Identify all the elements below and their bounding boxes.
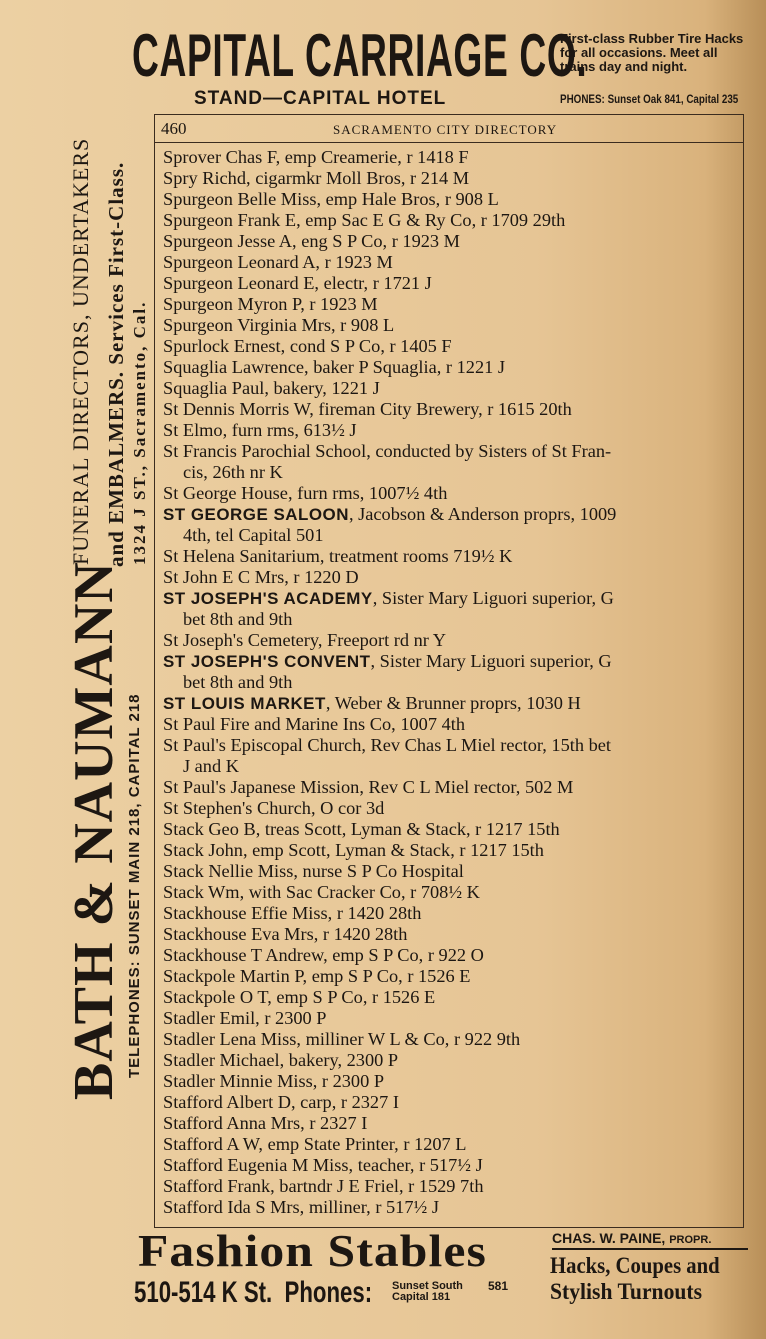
directory-entry: [163, 483, 739, 504]
directory-entry: [163, 315, 739, 336]
entry-first-line: [163, 987, 435, 1007]
hacks-coupes-line: Hacks, Coupes and: [550, 1253, 720, 1278]
entry-name: Stadler Minnie Miss: [163, 1071, 313, 1091]
entry-name: St Paul Fire and Marine Ins Co: [163, 714, 392, 734]
phone-line-sunset: Sunset South: [392, 1280, 463, 1292]
entry-first-line: [163, 399, 572, 419]
entry-details: , fireman City Brewery, r 1615 20th: [309, 399, 572, 419]
entry-continuation: cis, 26th nr K: [182, 462, 283, 482]
directory-entry: [163, 504, 739, 546]
entry-first-line: [163, 1197, 439, 1217]
entry-name: St Helena Sanitarium: [163, 546, 320, 566]
directory-entry: [163, 966, 739, 987]
phone-numbers: [392, 1281, 463, 1303]
entry-details: , cond S P Co, r 1405 F: [280, 336, 452, 356]
entry-name: Stackhouse T Andrew: [163, 945, 324, 965]
entry-first-line: [163, 210, 565, 230]
entry-name: Stack Wm: [163, 882, 240, 902]
entry-first-line: [163, 1092, 399, 1112]
entry-name: Stafford Anna Mrs: [163, 1113, 301, 1133]
entry-first-line: [163, 336, 452, 356]
entry-continuation: bet 8th and 9th: [182, 609, 293, 629]
entry-first-line: [163, 903, 421, 923]
entry-first-line: [163, 315, 394, 335]
entry-name: Stack Nellie Miss: [163, 861, 294, 881]
entry-name: Stackhouse Eva Mrs: [163, 924, 314, 944]
entry-details: , r 1420 28th: [327, 903, 422, 923]
directory-entry: [163, 1134, 739, 1155]
entry-details: , furn rms, 613½ J: [222, 420, 357, 440]
directory-entry: [163, 441, 739, 483]
entry-details: , O cor 3d: [310, 798, 385, 818]
directory-entry: [163, 294, 739, 315]
entry-name: Squaglia Paul: [163, 378, 265, 398]
entry-name: Squaglia Lawrence: [163, 357, 305, 377]
proprietor-line: [552, 1230, 748, 1250]
entry-name: Spurgeon Jesse A: [163, 231, 293, 251]
directory-entry: [163, 714, 739, 735]
directory-entry: [163, 1092, 739, 1113]
directory-entry: [163, 1008, 739, 1029]
entry-first-line: [163, 693, 581, 713]
entry-name: Stafford Ida S Mrs: [163, 1197, 300, 1217]
entry-details: , milliner, r 517½ J: [299, 1197, 439, 1217]
entry-list: [163, 147, 741, 1218]
entry-first-line: [163, 357, 505, 377]
entry-first-line: [163, 420, 357, 440]
entry-details: , emp Hale Bros, r 908 L: [316, 189, 499, 209]
entry-first-line: [163, 378, 380, 398]
entry-name: St George House: [163, 483, 288, 503]
directory-entry: [163, 1155, 739, 1176]
entry-name: Stadler Lena Miss: [163, 1029, 297, 1049]
entry-details: , carp, r 2327 I: [290, 1092, 399, 1112]
fashion-stables-address: [134, 1276, 372, 1310]
entry-first-line: [163, 777, 573, 797]
entry-name: Stafford Frank: [163, 1176, 271, 1196]
entry-name: St Paul's Japanese Mission: [163, 777, 360, 797]
entry-details: , bakery, 1221 J: [264, 378, 380, 398]
entry-name: Stackpole O T: [163, 987, 268, 1007]
entry-first-line: [163, 735, 611, 755]
directory-entry: [163, 987, 739, 1008]
entry-first-line: [163, 504, 616, 524]
entry-first-line: [163, 1008, 326, 1028]
entry-first-line: [163, 1113, 367, 1133]
directory-entry: [163, 1071, 739, 1092]
directory-entry: [163, 252, 739, 273]
phone-line-capital: Capital 181: [392, 1291, 451, 1303]
capital-carriage-title: CAPITAL CARRIAGE CO.: [132, 22, 588, 89]
entry-name: Stack John: [163, 840, 243, 860]
directory-entry: [163, 1176, 739, 1197]
directory-entry: [163, 693, 739, 714]
phones-label: Phones:: [284, 1276, 373, 1309]
page-number: 460: [161, 119, 187, 138]
directory-entry: [163, 546, 739, 567]
entry-details: , emp State Printer, r 1207 L: [258, 1134, 467, 1154]
entry-first-line: [163, 819, 560, 839]
entry-first-line: [163, 714, 465, 734]
entry-details: , emp Creamerie, r 1418 F: [275, 147, 469, 167]
directory-entry: [163, 945, 739, 966]
entry-name: St Dennis Morris W: [163, 399, 310, 419]
directory-entry: [163, 1113, 739, 1134]
directory-entry: [163, 861, 739, 882]
entry-details: , conducted by Sisters of St Fran-: [366, 441, 612, 461]
entry-first-line: [163, 630, 446, 650]
entry-name: Spurgeon Belle Miss: [163, 189, 317, 209]
fashion-stables-title: Fashion Stables: [138, 1225, 487, 1276]
entry-name: ST GEORGE SALOON: [163, 505, 349, 524]
entry-details: , r 1923 M: [315, 252, 393, 272]
entry-first-line: [163, 231, 460, 251]
entry-first-line: [163, 294, 378, 314]
entry-name: St Stephen's Church: [163, 798, 311, 818]
directory-entry: [163, 840, 739, 861]
directory-entry: [163, 1029, 739, 1050]
entry-name: St Francis Parochial School: [163, 441, 367, 461]
entry-details: , Jacobson & Anderson proprs, 1009: [348, 504, 617, 524]
directory-entry: [163, 273, 739, 294]
directory-entry: [163, 630, 739, 651]
directory-entry: [163, 567, 739, 588]
entry-first-line: [163, 1071, 384, 1091]
note-line: First-class Rubber Tire Hacks: [560, 31, 744, 46]
entry-first-line: [163, 1050, 398, 1070]
entry-details: , emp S P Co, r 1526 E: [302, 966, 471, 986]
entry-details: , Rev Chas L Miel rector, 15th bet: [361, 735, 611, 755]
entry-first-line: [163, 861, 464, 881]
directory-entry: [163, 189, 739, 210]
carriage-phones: PHONES: Sunset Oak 841, Capital 235: [560, 92, 739, 106]
entry-first-line: [163, 168, 469, 188]
entry-name: Spurlock Ernest: [163, 336, 281, 356]
entry-details: , baker P Squaglia, r 1221 J: [304, 357, 506, 377]
directory-header: [155, 115, 743, 143]
entry-name: ST JOSEPH'S ACADEMY: [163, 589, 373, 608]
entry-name: ST LOUIS MARKET: [163, 694, 326, 713]
entry-details: , electr, r 1721 J: [314, 273, 432, 293]
entry-name: Spurgeon Myron P: [163, 294, 301, 314]
directory-entry: [163, 168, 739, 189]
entry-details: , nurse S P Co Hospital: [293, 861, 464, 881]
note-line: trains day and night.: [560, 59, 688, 74]
entry-details: , emp S P Co, r 922 O: [323, 945, 484, 965]
entry-first-line: [163, 1176, 483, 1196]
entry-continuation: 4th, tel Capital 501: [182, 525, 324, 545]
directory-entry: [163, 903, 739, 924]
entry-first-line: [163, 966, 470, 986]
entry-continuation: bet 8th and 9th: [182, 672, 293, 692]
directory-entry: [163, 1197, 739, 1218]
entry-details: , furn rms, 1007½ 4th: [287, 483, 448, 503]
directory-entry: [163, 378, 739, 399]
entry-first-line: [163, 840, 544, 860]
entry-name: Stackhouse Effie Miss: [163, 903, 328, 923]
entry-first-line: [163, 588, 614, 608]
bath-naumann-telephones: TELEPHONES: SUNSET MAIN 218, CAPITAL 218: [126, 693, 143, 1078]
funeral-directors-line: FUNERAL DIRECTORS, UNDERTAKERS: [68, 137, 93, 565]
propr-label: PROPR.: [669, 1234, 712, 1246]
entry-name: Spurgeon Leonard E: [163, 273, 315, 293]
entry-first-line: [163, 546, 512, 566]
entry-details: , r 2300 P: [255, 1008, 327, 1028]
stylish-turnouts-line: Stylish Turnouts: [550, 1279, 703, 1304]
entry-name: Spurgeon Virginia Mrs: [163, 315, 332, 335]
entry-details: , 1007 4th: [391, 714, 466, 734]
entry-name: Stadler Michael: [163, 1050, 280, 1070]
entry-first-line: [163, 1029, 520, 1049]
entry-details: , Sister Mary Liguori superior, G: [370, 651, 612, 671]
entry-first-line: [163, 651, 612, 671]
directory-entry: [163, 882, 739, 903]
entry-details: , teacher, r 517½ J: [348, 1155, 483, 1175]
entry-name: Sprover Chas F: [163, 147, 276, 167]
entry-details: , milliner W L & Co, r 922 9th: [296, 1029, 521, 1049]
directory-entry: [163, 798, 739, 819]
entry-details: , emp Scott, Lyman & Stack, r 1217 15th: [242, 840, 544, 860]
directory-entry: [163, 777, 739, 798]
directory-entry: [163, 210, 739, 231]
entry-details: , r 908 L: [331, 315, 395, 335]
entry-details: , Weber & Brunner proprs, 1030 H: [325, 693, 581, 713]
embalmers-line: and EMBALMERS. Services First-Class.: [104, 161, 128, 567]
entry-name: St Elmo: [163, 420, 223, 440]
entry-name: St Joseph's Cemetery: [163, 630, 318, 650]
entry-first-line: [163, 882, 480, 902]
directory-entry: [163, 231, 739, 252]
note-line: for all occasions. Meet all: [560, 45, 718, 60]
entry-details: , r 1923 M: [300, 294, 378, 314]
entry-first-line: [163, 273, 432, 293]
directory-entry: [163, 819, 739, 840]
entry-first-line: [163, 483, 447, 503]
entry-first-line: [163, 798, 384, 818]
entry-details: , r 1420 28th: [313, 924, 408, 944]
entry-details: , emp Sac E G & Ry Co, r 1709 29th: [296, 210, 566, 230]
entry-details: , with Sac Cracker Co, r 708½ K: [239, 882, 480, 902]
top-advertisement: [0, 0, 766, 118]
carriage-note: [560, 32, 760, 74]
entry-first-line: [163, 252, 393, 272]
directory-entry: [163, 420, 739, 441]
entry-details: , r 2327 I: [300, 1113, 368, 1133]
entry-details: , Freeport rd nr Y: [317, 630, 447, 650]
entry-name: ST JOSEPH'S CONVENT: [163, 652, 371, 671]
directory-entry: [163, 735, 739, 777]
entry-details: , Rev C L Miel rector, 502 M: [359, 777, 574, 797]
entry-details: , Sister Mary Liguori superior, G: [372, 588, 614, 608]
directory-listing: [154, 114, 744, 1228]
entry-details: , emp S P Co, r 1526 E: [267, 987, 436, 1007]
entry-name: Spurgeon Leonard A: [163, 252, 316, 272]
entry-name: Stadler Emil: [163, 1008, 256, 1028]
entry-name: Stafford Albert D: [163, 1092, 291, 1112]
proprietor-name: CHAS. W. PAINE,: [552, 1230, 666, 1246]
entry-details: , treatment rooms 719½ K: [319, 546, 513, 566]
directory-entry: [163, 399, 739, 420]
address-text: 510-514 K St.: [134, 1276, 273, 1309]
entry-name: Stafford Eugenia M Miss: [163, 1155, 349, 1175]
directory-entry: [163, 336, 739, 357]
entry-first-line: [163, 924, 407, 944]
bath-naumann-name: BATH & NAUMANN: [63, 561, 125, 1100]
bath-naumann-address: 1324 J ST., Sacramento, Cal.: [130, 300, 149, 565]
entry-first-line: [163, 189, 499, 209]
entry-first-line: [163, 1134, 466, 1154]
entry-details: , bartndr J E Friel, r 1529 7th: [270, 1176, 484, 1196]
entry-name: Stafford A W: [163, 1134, 259, 1154]
entry-name: St John E C Mrs: [163, 567, 285, 587]
entry-details: , r 1220 D: [284, 567, 359, 587]
phone-number-sunset: 581: [488, 1279, 509, 1293]
entry-first-line: [163, 441, 611, 461]
entry-name: Stack Geo B: [163, 819, 256, 839]
entry-details: , eng S P Co, r 1923 M: [292, 231, 460, 251]
entry-details: , cigarmkr Moll Bros, r 214 M: [246, 168, 470, 188]
entry-name: Spurgeon Frank E: [163, 210, 297, 230]
directory-entry: [163, 357, 739, 378]
entry-details: , bakery, 2300 P: [279, 1050, 399, 1070]
entry-first-line: [163, 945, 484, 965]
stand-line: STAND—CAPITAL HOTEL: [194, 88, 447, 109]
directory-entry: [163, 1050, 739, 1071]
entry-continuation: J and K: [182, 756, 239, 776]
directory-entry: [163, 588, 739, 630]
directory-entry: [163, 924, 739, 945]
directory-entry: [163, 651, 739, 693]
directory-title: SACRAMENTO CITY DIRECTORY: [333, 122, 558, 137]
entry-details: , treas Scott, Lyman & Stack, r 1217 15th: [255, 819, 560, 839]
entry-details: , r 2300 P: [312, 1071, 385, 1091]
entry-name: St Paul's Episcopal Church: [163, 735, 362, 755]
entry-first-line: [163, 147, 469, 167]
entry-first-line: [163, 567, 359, 587]
directory-entry: [163, 147, 739, 168]
entry-first-line: [163, 1155, 483, 1175]
entry-name: Spry Richd: [163, 168, 247, 188]
entry-name: Stackpole Martin P: [163, 966, 303, 986]
